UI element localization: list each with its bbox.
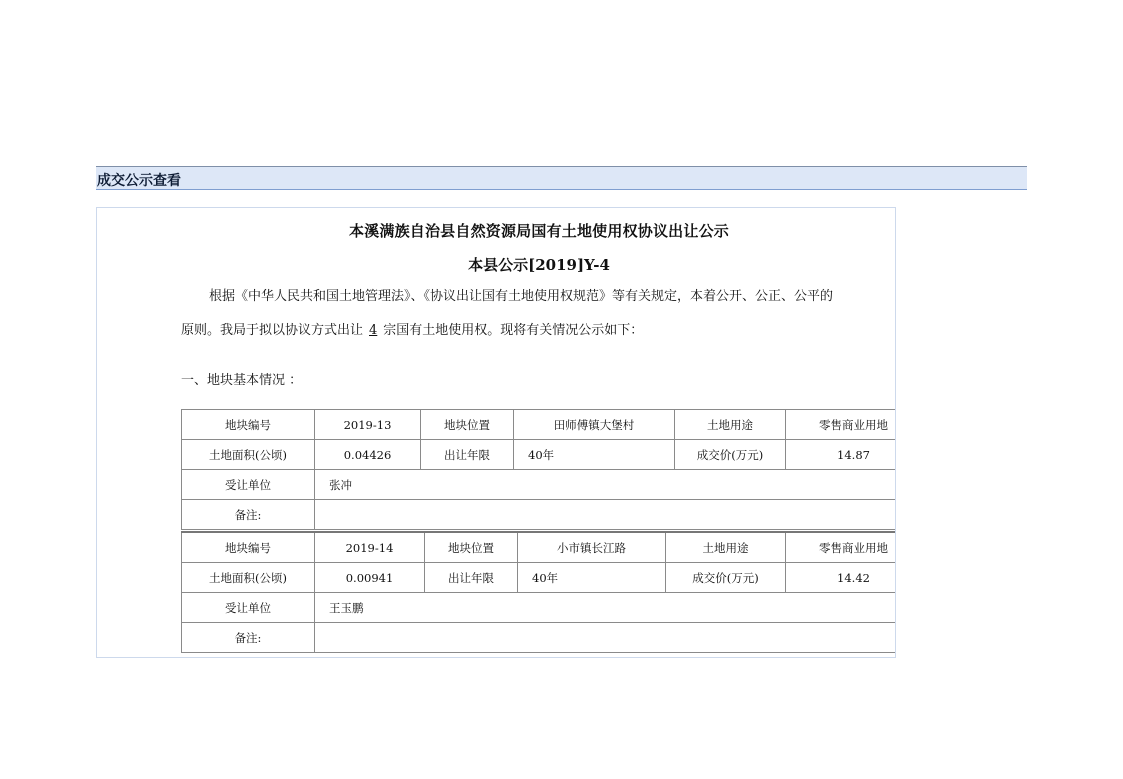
document-number: 本县公示[2019]Y-4 <box>468 256 610 274</box>
label-remarks: 备注: <box>182 500 315 530</box>
section-header-bar <box>96 166 1027 190</box>
label-parcel-no: 地块编号 <box>182 410 315 440</box>
grantee-value: 张冲 <box>315 470 897 500</box>
label-area: 土地面积(公顷) <box>182 563 315 593</box>
table-row <box>182 563 897 593</box>
label-remarks: 备注: <box>182 623 315 653</box>
table-row <box>182 532 897 563</box>
table-row <box>182 593 897 623</box>
area-value: 0.00941 <box>315 563 425 593</box>
location-value: 田师傅镇大堡村 <box>514 410 675 440</box>
table-row <box>182 440 897 470</box>
intro-prefix: 原则。我局于拟以协议方式出让 <box>181 323 364 338</box>
page-title: 成交公示查看 <box>97 173 181 189</box>
label-term: 出让年限 <box>421 440 514 470</box>
label-parcel-no: 地块编号 <box>182 532 315 563</box>
price-value: 14.42 <box>786 563 897 593</box>
term-value: 40年 <box>518 563 666 593</box>
label-price: 成交价(万元) <box>675 440 786 470</box>
parcel-table <box>181 531 896 653</box>
table-row <box>182 500 897 530</box>
table-row <box>182 623 897 653</box>
land-use-value: 零售商业用地 <box>786 532 897 563</box>
label-term: 出让年限 <box>425 563 518 593</box>
parcel-no-value: 2019-13 <box>315 410 421 440</box>
location-value: 小市镇长江路 <box>518 532 666 563</box>
label-location: 地块位置 <box>421 410 514 440</box>
remarks-value <box>315 500 897 530</box>
area-value: 0.04426 <box>315 440 421 470</box>
section-heading: 一、地块基本情况 ： <box>181 373 303 388</box>
announcement-panel <box>96 207 896 658</box>
label-grantee: 受让单位 <box>182 470 315 500</box>
intro-paragraph-line2 <box>181 319 643 338</box>
label-land-use: 土地用途 <box>666 532 786 563</box>
intro-paragraph-line1: 根据《中华人民共和国土地管理法》、《协议出让国有土地使用权规范》等有关规定，本着公开、公正、公平的 <box>209 289 834 304</box>
table-row <box>182 410 897 440</box>
label-location: 地块位置 <box>425 532 518 563</box>
term-value: 40年 <box>514 440 675 470</box>
land-use-value: 零售商业用地 <box>786 410 897 440</box>
price-value: 14.87 <box>786 440 897 470</box>
label-grantee: 受让单位 <box>182 593 315 623</box>
parcel-table <box>181 409 896 530</box>
intro-suffix: 宗国有土地使用权。现将有关情况公示如下： <box>383 323 644 338</box>
document-title: 本溪满族自治县自然资源局国有土地使用权协议出让公示 <box>348 222 729 240</box>
parcel-no-value: 2019-14 <box>315 532 425 563</box>
parcel-count: 4 <box>369 323 378 338</box>
label-price: 成交价(万元) <box>666 563 786 593</box>
table-row <box>182 470 897 500</box>
grantee-value: 王玉鹏 <box>315 593 897 623</box>
remarks-value <box>315 623 897 653</box>
label-area: 土地面积(公顷) <box>182 440 315 470</box>
label-land-use: 土地用途 <box>675 410 786 440</box>
